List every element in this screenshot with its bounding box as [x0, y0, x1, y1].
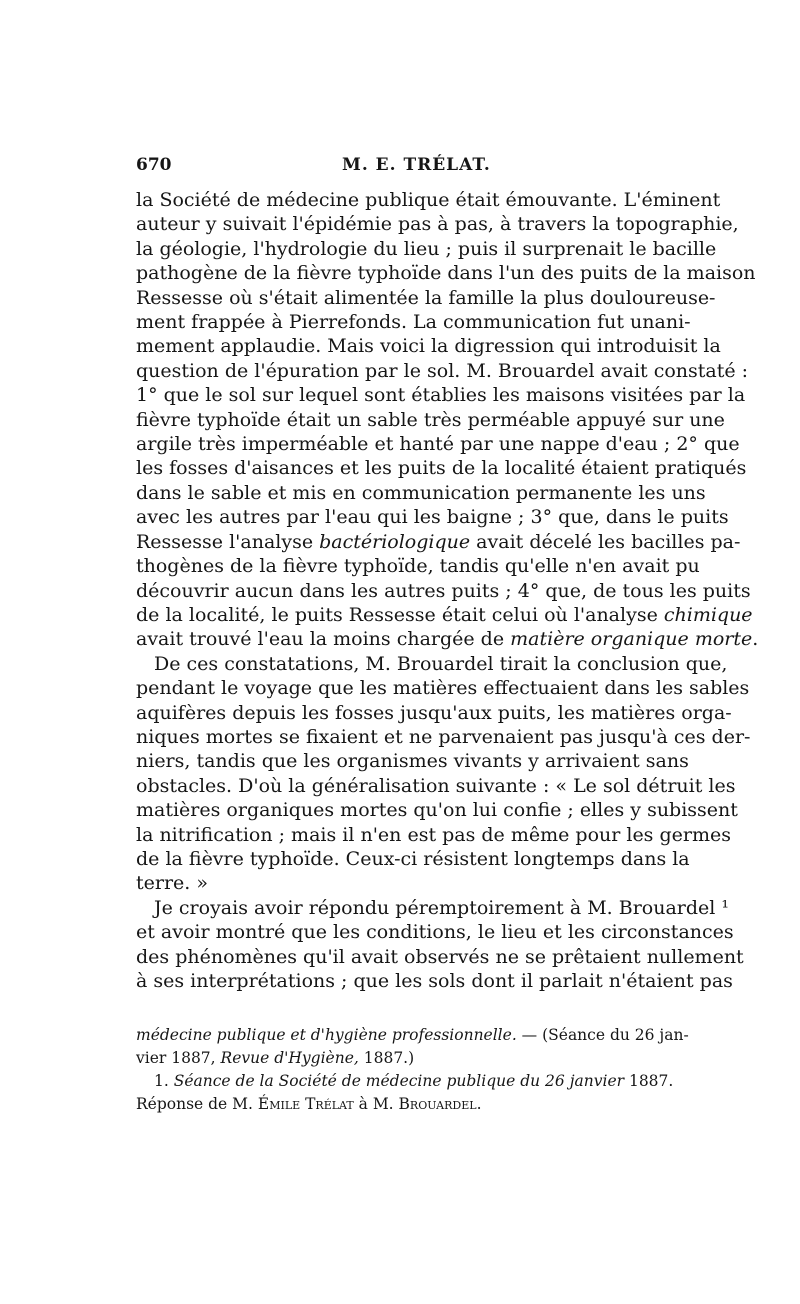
- text-line: avait trouvé l'eau la moins chargée de matière organique morte.: [136, 628, 759, 651]
- page-header: [136, 155, 668, 179]
- text-line: la nitrification ; mais il n'en est pas de même pour les germes: [136, 823, 731, 846]
- text-line: de la localité, le puits Ressesse était celui où l'analyse chimique: [136, 603, 753, 626]
- text-line: niers, tandis que les organismes vivants y arrivaient sans: [136, 750, 689, 773]
- text-line: matières organiques mortes qu'on lui confie ; elles y subissent: [136, 799, 738, 822]
- text-line: des phénomènes qu'il avait observés ne se prêtaient nullement: [136, 945, 744, 968]
- footnote-marker: 1.: [154, 1072, 169, 1090]
- text-line: Je croyais avoir répondu péremptoirement à M. Brouardel ¹: [154, 896, 730, 919]
- text-line: obstacles. D'où la généralisation suivante : « Le sol détruit les: [136, 774, 736, 797]
- text-line: Ressesse l'analyse bactériologique avait décelé les bacilles pa-: [136, 530, 741, 553]
- footnote-continuation-line-2: vier 1887, Revue d'Hygiène, 1887.): [136, 1049, 415, 1067]
- text-line: fièvre typhoïde était un sable très perméable appuyé sur une: [136, 408, 725, 431]
- author-name: Émile Trélat: [257, 1095, 354, 1113]
- text-line: 1° que le sol sur lequel sont établies les maisons visitées par la: [136, 384, 746, 407]
- text-line: auteur y suivait l'épidémie pas à pas, à travers la topographie,: [136, 213, 739, 236]
- text-line: les fosses d'aisances et les puits de la localité étaient pratiqués: [136, 457, 747, 480]
- text-line: De ces constatations, M. Brouardel tirait la conclusion que,: [154, 652, 728, 675]
- text-line: thogènes de la fièvre typhoïde, tandis qu'elle n'en avait pu: [136, 555, 700, 578]
- body-text: [136, 188, 759, 993]
- text-line: à ses interprétations ; que les sols dont il parlait n'étaient pas: [136, 970, 733, 992]
- paragraph: [136, 896, 744, 994]
- paragraph: [136, 188, 759, 652]
- text-line: dans le sable et mis en communication permanente les uns: [136, 481, 706, 504]
- text-line: niques mortes se fixaient et ne parvenaient pas jusqu'à ces der-: [136, 725, 751, 748]
- text-line: mement applaudie. Mais voici la digression qui introduisit la: [136, 335, 721, 358]
- text-line: la géologie, l'hydrologie du lieu ; puis il surprenait le bacille: [136, 237, 717, 260]
- text-line: question de l'épuration par le sol. M. Brouardel avait constaté :: [136, 359, 749, 382]
- journal-title: Revue d'Hygiène,: [220, 1049, 359, 1067]
- text-line: avec les autres par l'eau qui les baigne ; 3° que, dans le puits: [136, 506, 729, 529]
- text-line: argile très imperméable et hanté par une nappe d'eau ; 2° que: [136, 433, 740, 456]
- text-line: de la fièvre typhoïde. Ceux-ci résistent longtemps dans la: [136, 847, 690, 870]
- footnotes: [136, 1024, 689, 1116]
- text-line: pathogène de la fièvre typhoïde dans l'un des puits de la maison: [136, 262, 756, 285]
- footnote-italic: médecine publique et d'hygiène professionnelle.: [136, 1026, 517, 1044]
- text-line: pendant le voyage que les matières effectuaient dans les sables: [136, 677, 750, 700]
- text-line: découvrir aucun dans les autres puits ; 4° que, de tous les puits: [136, 579, 751, 602]
- footnote-1-line-1: 1. Séance de la Société de médecine publique du 26 janvier 1887.: [154, 1072, 674, 1090]
- text-line: aquifères depuis les fosses jusqu'aux puits, les matières orga-: [136, 701, 732, 724]
- running-title: M. E. TRÉLAT.: [342, 155, 491, 175]
- paragraph: [136, 652, 751, 896]
- text-line: terre. »: [136, 872, 208, 895]
- text-line: la Société de médecine publique était émouvante. L'éminent: [136, 189, 721, 211]
- text-line: Ressesse où s'était alimentée la famille la plus douloureuse-: [136, 286, 716, 309]
- text-line: ment frappée à Pierrefonds. La communication fut unani-: [136, 311, 691, 334]
- author-name: Brouardel: [398, 1095, 477, 1113]
- footnote-1-line-2: Réponse de M. Émile Trélat à M. Brouardel.: [136, 1095, 482, 1113]
- text-line: et avoir montré que les conditions, le lieu et les circonstances: [136, 921, 734, 944]
- footnote-continuation-line-1: médecine publique et d'hygiène professionnelle. — (Séance du 26 jan-: [136, 1026, 689, 1044]
- page-number: 670: [136, 155, 172, 175]
